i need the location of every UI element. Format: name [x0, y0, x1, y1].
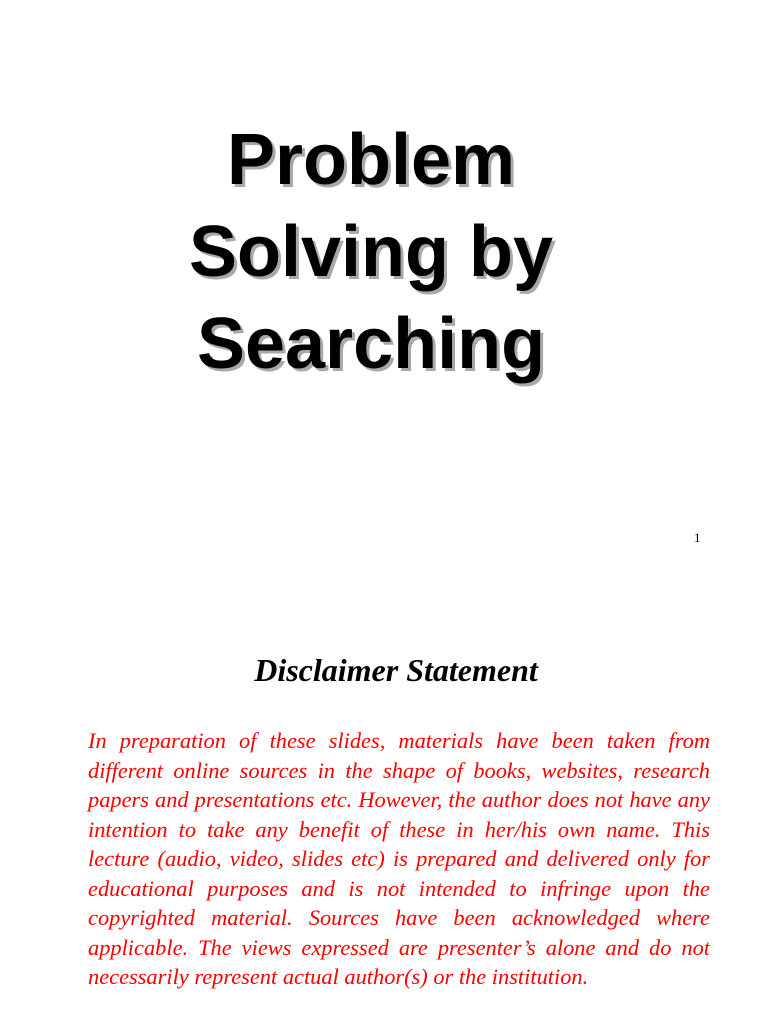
disclaimer-body: In preparation of these slides, materials have been taken from different online sources in the shape of books, websites, research papers and presentations etc. However, the author does not have any intention to take any benefit of these in her/his own name. This lecture (audio, video, slides etc) is prepared and delivered only for educational purposes and is not intended to infringe upon the copyrighted material. Sources have been acknowledged where applicable. The views expressed are presenter’s alone and do not necessarily represent actual author(s) or the institution. [88, 728, 710, 989]
slide-title [0, 114, 742, 390]
page-number: 1 [694, 530, 701, 545]
title-line-1: Problem [226, 120, 516, 200]
title-line-2: Solving by [188, 212, 554, 292]
title-line-3: Searching [196, 304, 546, 384]
disclaimer-heading: Disclaimer Statement [254, 652, 538, 688]
